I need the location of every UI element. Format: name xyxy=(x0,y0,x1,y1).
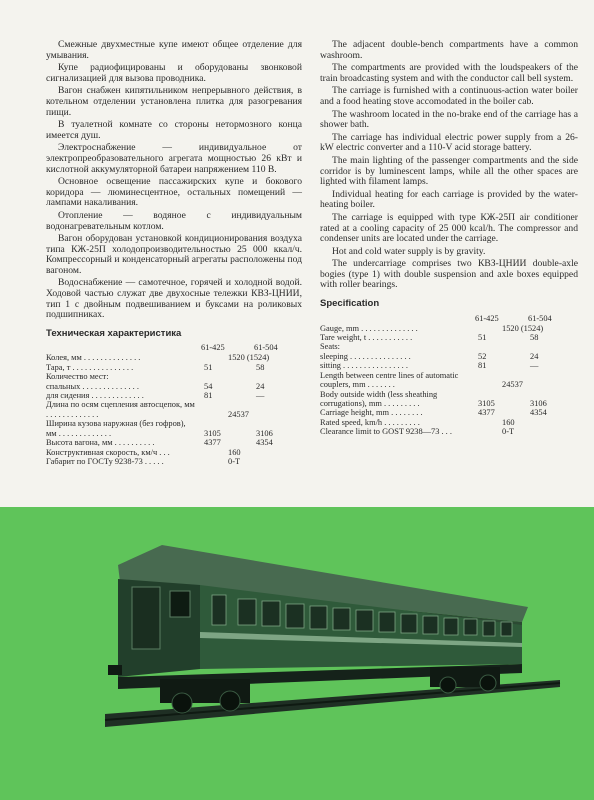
spec-label: Габарит по ГОСТу 9238-73 . . . . . xyxy=(46,456,164,466)
spec-row xyxy=(320,371,578,390)
spec-value-61-504: — xyxy=(256,391,265,401)
english-spec-table xyxy=(320,314,578,437)
spec-label: Tare weight, t . . . . . . . . . . . xyxy=(320,333,413,343)
spec-value-61-425: 54 xyxy=(204,381,213,391)
spec-value-61-425: 4377 xyxy=(478,408,495,418)
spec-row xyxy=(320,361,578,370)
spec-row xyxy=(320,333,578,342)
spec-value-61-425: 51 xyxy=(204,362,213,372)
russian-spec-table xyxy=(46,343,302,466)
spec-label: Конструктивная скорость, км/ч . . . xyxy=(46,447,170,457)
spec-col2-header: 61-504 xyxy=(254,343,278,353)
spec-label: sleeping . . . . . . . . . . . . . . . xyxy=(320,351,411,361)
spec-row xyxy=(46,372,302,381)
paragraph: Смежные двухместные купе имеют общее отделение для умывания. xyxy=(46,39,302,61)
spec-row xyxy=(46,438,302,447)
spec-value-61-504: 58 xyxy=(256,362,265,372)
paragraph: Отопление — водяное с индивидуальным водонагревательным котлом. xyxy=(46,209,302,232)
spec-label: Seats: xyxy=(320,342,341,352)
spec-col1-header: 61-425 xyxy=(201,343,225,353)
spec-value-61-504: 3106 xyxy=(530,398,547,408)
spec-label: для сидения . . . . . . . . . . . . . xyxy=(46,391,144,401)
spec-label: Тара, т . . . . . . . . . . . . . . . xyxy=(46,362,134,372)
carriage-photo xyxy=(0,507,594,800)
spec-row xyxy=(320,418,578,427)
spec-value-61-504: 4354 xyxy=(530,408,547,418)
spec-row xyxy=(46,400,302,419)
spec-row xyxy=(320,324,578,333)
spec-value-61-504: 160 xyxy=(228,447,241,457)
paragraph: The main lighting of the passenger compartments and the side corridor is by luminescent lamps, while all the other spaces are lighted with filament lamps. xyxy=(320,154,578,188)
russian-spec-title: Техническая характеристика xyxy=(46,327,182,339)
spec-value-61-425: 3105 xyxy=(478,398,495,408)
paragraph: Водоснабжение — самотечное, горячей и холодной водой. Ходовой частью служат две двухосные тележки КВЗ-ЦНИИ, тип 1 с двойным подвешиванием и буксами на роликовых подшипниках. xyxy=(46,277,302,321)
paragraph: Hot and cold water supply is by gravity. xyxy=(332,245,486,257)
spec-row xyxy=(320,390,578,409)
spec-label: Length between centre lines of automatic couplers, mm . . . . . . . xyxy=(320,370,459,390)
spec-row xyxy=(320,427,578,436)
english-spec-title: Specification xyxy=(320,298,380,310)
spec-row xyxy=(46,448,302,457)
spec-row xyxy=(46,363,302,372)
spec-row xyxy=(320,408,578,417)
spec-value-61-504: — xyxy=(530,361,539,371)
russian-column xyxy=(46,40,302,466)
paragraph: Вагон снабжен кипятильником непрерывного действия, в котельном отделении установлена плитка для разогревания пищи. xyxy=(46,85,302,118)
paragraph: The carriage has individual electric power supply from a 26-kW electric converter and a 110-V acid storage battery. xyxy=(320,131,578,154)
paragraph: Individual heating for each carriage is provided by the water-heating boiler. xyxy=(320,188,578,211)
spec-value-61-504: 1520 (1524) xyxy=(228,353,270,363)
paragraph: The adjacent double-bench compartments have a common washroom. xyxy=(320,39,578,61)
spec-label: Ширина кузова наружная (без гофров), мм . . . . . . . . . . . . . xyxy=(46,419,186,438)
paragraph: Вагон оборудован установкой кондиционирования воздуха типа КЖ-25П холодопроизводительностью 25 000 ккал/ч. Компрессорный и конденсаторный агрегаты расположены под вагоном. xyxy=(46,233,302,276)
spec-value-61-425: 4377 xyxy=(204,438,221,448)
spec-value-61-425: 81 xyxy=(478,361,487,371)
spec-label: Rated speed, km/h . . . . . . . . . xyxy=(320,417,420,427)
spec-value-61-425: 52 xyxy=(478,351,487,361)
paragraph: Электроснабжение — индивидуальное от электропреобразовательного агрегата мощностью 26 кВт и кислотной аккумуляторной батареи напряжением 110 В. xyxy=(46,142,302,175)
spec-value-61-504: 1520 (1524) xyxy=(502,323,544,333)
spec-row xyxy=(46,353,302,362)
spec-label: Carriage height, mm . . . . . . . . xyxy=(320,408,423,418)
spec-row xyxy=(46,391,302,400)
spec-row xyxy=(46,419,302,438)
paragraph: The undercarriage comprises two КВЗ-ЦНИИ double-axle bogies (type 1) with double suspension and axle boxes equipped with roller bearings. xyxy=(320,258,578,291)
paragraph: The carriage is equipped with type КЖ-25П air conditioner rated at a cooling capacity of 25 000 kcal/h. The compressor and condenser units are located under the carriage. xyxy=(320,211,578,245)
paragraph: В туалетной комнате со стороны нетормозного конца имеется душ. xyxy=(46,119,302,141)
spec-col2-header: 61-504 xyxy=(528,313,552,323)
spec-value-61-504: 160 xyxy=(502,417,515,427)
spec-value-61-504: 24 xyxy=(256,381,265,391)
spec-row xyxy=(46,382,302,391)
english-body-text xyxy=(320,40,578,291)
spec-row xyxy=(46,457,302,466)
spec-row xyxy=(320,352,578,361)
spec-row xyxy=(320,342,578,351)
spec-label: Clearance limit to GOST 9238—73 . . . xyxy=(320,427,452,437)
spec-label: спальных . . . . . . . . . . . . . . xyxy=(46,381,139,391)
spec-value-61-425: 51 xyxy=(478,333,487,343)
spec-label: sitting . . . . . . . . . . . . . . . . xyxy=(320,361,408,371)
paragraph: The carriage is furnished with a continuous-action water boiler and a food heating stove accomodated in the boiler cab. xyxy=(320,85,578,107)
spec-value-61-425: 3105 xyxy=(204,428,221,438)
spec-label: Gauge, mm . . . . . . . . . . . . . . xyxy=(320,323,418,333)
spec-label: Высота вагона, мм . . . . . . . . . . xyxy=(46,438,155,448)
english-column xyxy=(320,40,578,437)
paragraph: The compartments are provided with the loudspeakers of the train broadcasting system and with the conductor call bell system. xyxy=(320,62,578,84)
spec-value-61-504: 24537 xyxy=(502,380,523,390)
page-divider xyxy=(0,493,594,507)
spec-col1-header: 61-425 xyxy=(475,313,499,323)
spec-value-61-504: 0-Т xyxy=(228,456,241,466)
spec-value-61-504: 58 xyxy=(530,333,539,343)
russian-body-text xyxy=(46,40,302,321)
spec-label: Body outside width (less sheathing corrugations), mm . . . . . . . . . xyxy=(320,389,438,408)
spec-label: Колея, мм . . . . . . . . . . . . . . xyxy=(46,353,141,363)
spec-column-headers xyxy=(320,314,578,324)
spec-label: Количество мест: xyxy=(46,372,109,382)
railway-carriage-image xyxy=(0,507,594,800)
spec-value-61-504: 24537 xyxy=(228,409,249,419)
spec-value-61-504: 3106 xyxy=(256,428,273,438)
paragraph: Купе радиофицированы и оборудованы звонковой сигнализацией для вызова проводника. xyxy=(46,62,302,84)
spec-label: Длина по осям сцепления автосцепок, мм . . . . . . . . . . . . . xyxy=(46,400,195,419)
spec-value-61-504: 24 xyxy=(530,351,539,361)
paragraph: The washroom located in the no-brake end of the carriage has a shower bath. xyxy=(320,108,578,131)
paragraph: Основное освещение пассажирских купе и бокового коридора — люминесцентное, остальных помещений — лампами накаливания. xyxy=(46,176,302,209)
spec-value-61-504: 4354 xyxy=(256,438,273,448)
spec-column-headers xyxy=(46,343,302,353)
spec-value-61-425: 81 xyxy=(204,391,213,401)
spec-value-61-504: 0-T xyxy=(502,427,515,437)
